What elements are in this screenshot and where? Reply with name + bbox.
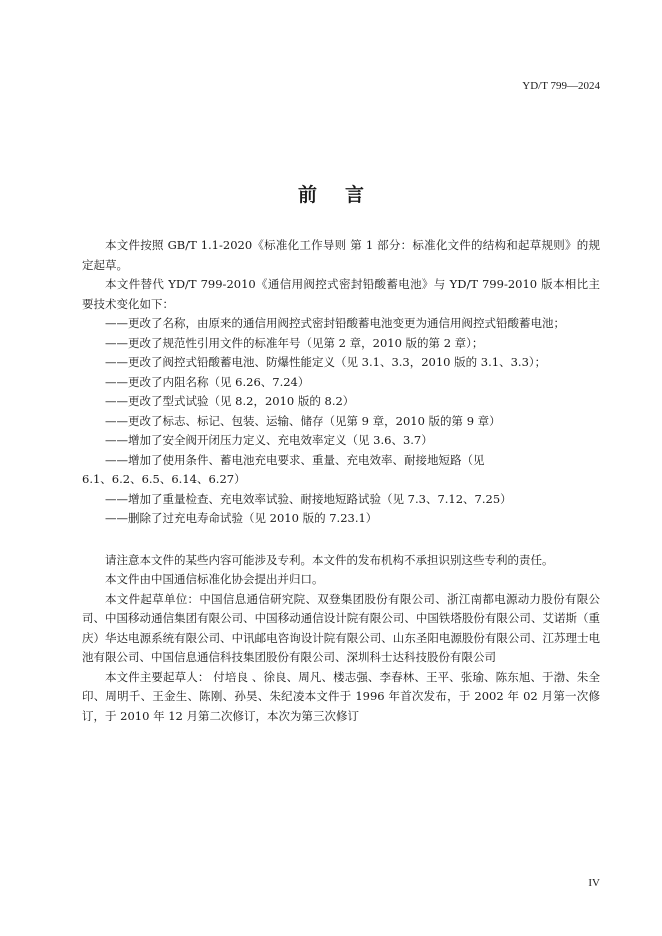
change-item: ——更改了规范性引用文件的标准年号（见第 2 章，2010 版的第 2 章）； xyxy=(105,335,484,350)
page-number: IV xyxy=(588,877,600,889)
change-item: ——增加了重量检查、充电效率试验、耐接地短路试验（见 7.3、7.12、7.25） xyxy=(105,491,512,506)
change-item: ——增加了安全阀开闭压力定义、充电效率定义（见 3.6、3.7） xyxy=(105,433,433,447)
change-item-wrapped xyxy=(82,451,600,490)
change-item: ——更改了名称，由原来的通信用阀控式密封铅酸蓄电池变更为通信用阀控式铅酸蓄电池； xyxy=(105,316,565,330)
paragraph-drafting-rules: 本文件按照 GB/T 1.1-2020《标准化工作导则 第 1 部分：标准化文件的结构和起草规则》的规定起草。 xyxy=(82,238,600,272)
paragraph-proposer: 本文件由中国通信标准化协会提出并归口。 xyxy=(105,572,324,586)
change-item: ——更改了型式试验（见 8.2，2010 版的 8.2） xyxy=(105,394,355,408)
paragraph-drafting-units: 本文件起草单位：中国信息通信研究院、双登集团股份有限公司、浙江南都电源动力股份有限公司、中国移动通信集团有限公司、中国移动通信设计院有限公司、中国铁塔股份有限公司、艾诺斯（重庆）华达电源系统有限公司、中讯邮电咨询设计院有限公司、山东圣阳电源股份有限公司、江苏理士电池有限公司、中国信息通信科技集团股份有限公司、深圳科士达科技股份有限公司 xyxy=(82,591,600,664)
change-item: ——更改了内阻名称（见 6.26、7.24） xyxy=(105,374,310,389)
document-code: YD/T 799—2024 xyxy=(522,80,600,92)
change-item-line1: ——增加了使用条件、蓄电池充电要求、重量、充电效率、耐接地短路（见 xyxy=(105,452,485,467)
paragraph-drafters: 本文件主要起草人： 付培良 、徐良、周凡、楼志强、李春林、王平、张瑜、陈东旭、于渤、朱全印、周明千、王金生、陈刚、孙昊、朱纪凌本文件于 1996 年首次发布，于 2002 年 02 月第一次修订，于 2010 年 12 月第二次修订，本次为第三次修订 xyxy=(82,669,600,723)
change-item-line2: 6.1、6.2、6.5、6.14、6.27） xyxy=(82,472,246,486)
paragraph-patent-notice: 请注意本文件的某些内容可能涉及专利。本文件的发布机构不承担识别这些专利的责任。 xyxy=(105,552,554,567)
document-body xyxy=(82,236,600,726)
change-item: ——删除了过充电寿命试验（见 2010 版的 7.23.1） xyxy=(105,511,378,525)
section-gap xyxy=(82,529,600,551)
page-title: 前言 xyxy=(297,184,392,206)
change-item: ——更改了阀控式铅酸蓄电池、防爆性能定义（见 3.1、3.3，2010 版的 3.1、3.3）； xyxy=(105,355,547,369)
paragraph-replacement: 本文件替代 YD/T 799-2010《通信用阀控式密封铅酸蓄电池》与 YD/T 799-2010 版本相比主要技术变化如下： xyxy=(82,277,600,311)
change-item: ——更改了标志、标记、包装、运输、储存（见第 9 章，2010 版的第 9 章） xyxy=(105,413,501,428)
